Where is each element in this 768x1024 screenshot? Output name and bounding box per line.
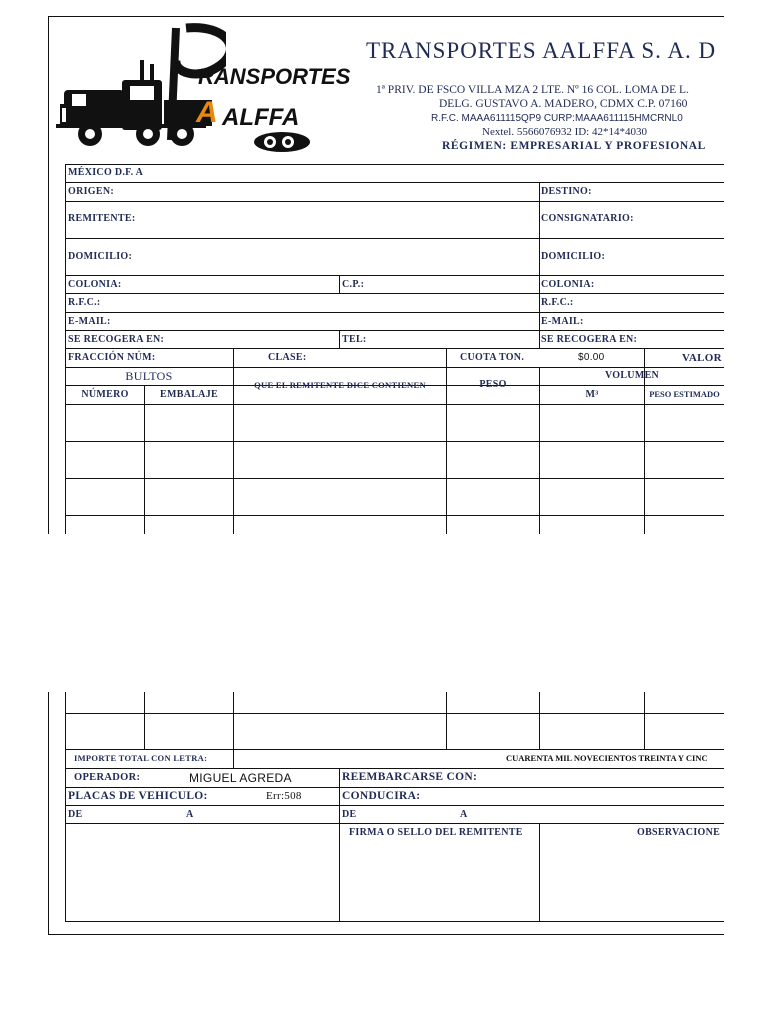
col-peso-estimado: PESO ESTIMADO: [649, 389, 720, 399]
importe-value[interactable]: CUARENTA MIL NOVECIENTOS TREINTA Y CINC: [506, 753, 708, 763]
form-line: [65, 787, 724, 788]
form-vline: [339, 330, 340, 348]
form-line: [65, 312, 724, 313]
form-vline: [339, 768, 340, 922]
wheels-emblem-icon: [252, 130, 312, 154]
company-title: TRANSPORTES AALFFA S. A. D: [366, 38, 717, 63]
col-volumen: VOLUMEN: [604, 370, 660, 381]
company-ids: R.F.C. MAAA611115QP9 CURP:MAAA611115HMCRNL0: [431, 113, 683, 124]
firma-remitente[interactable]: FIRMA O SELLO DEL REMITENTE: [349, 827, 523, 838]
form-line: [65, 404, 724, 405]
operador-value[interactable]: MIGUEL AGREDA: [189, 771, 292, 785]
a-left[interactable]: A: [186, 809, 194, 820]
form-line: [65, 348, 724, 349]
form-vline: [539, 692, 540, 750]
form-vline: [539, 823, 540, 922]
form-line: [65, 478, 724, 479]
field-destino[interactable]: DESTINO:: [541, 186, 592, 197]
frame-bottom: [48, 934, 724, 935]
operador-label: OPERADOR:: [74, 772, 141, 783]
form-line: [65, 182, 724, 183]
form-vline: [233, 692, 234, 769]
form-line: [65, 768, 724, 769]
reembarcarse-label[interactable]: REEMBARCARSE CON:: [342, 771, 478, 783]
field-valor: VALOR: [682, 352, 722, 364]
field-cuota-value[interactable]: $0.00: [578, 352, 605, 363]
truck-icon: [56, 20, 226, 160]
form-line: [65, 515, 724, 516]
form-line: [65, 275, 724, 276]
field-domicilio-remitente[interactable]: DOMICILIO:: [68, 251, 133, 262]
form-vline: [144, 385, 145, 534]
field-clase[interactable]: CLASE:: [268, 352, 307, 363]
frame-left-bottom: [48, 692, 49, 935]
col-contienen: QUE EL REMITENTE DICE CONTIENEN: [254, 380, 426, 390]
field-recoger-remitente[interactable]: SE RECOGERA EN:: [68, 334, 165, 345]
form-vline: [65, 164, 66, 534]
company-nextel: Nextel. 5566076932 ID: 42*14*4030: [482, 126, 647, 138]
placas-value[interactable]: Err:508: [266, 790, 302, 802]
field-colonia-consignatario[interactable]: COLONIA:: [541, 279, 595, 290]
company-regimen: RÉGIMEN: EMPRESARIAL Y PROFESIONAL: [442, 140, 706, 152]
logo-a-emblem: A: [196, 96, 218, 129]
company-address-2: DELG. GUSTAVO A. MADERO, CDMX C.P. 07160: [439, 98, 688, 110]
conducira-label[interactable]: CONDUCIRA:: [342, 790, 421, 802]
field-cuota: CUOTA TON.: [460, 352, 525, 363]
field-remitente[interactable]: REMITENTE:: [68, 213, 136, 224]
form-line: [65, 330, 724, 331]
field-colonia-remitente[interactable]: COLONIA:: [68, 279, 122, 290]
form-line: [65, 201, 724, 202]
observaciones[interactable]: OBSERVACIONE: [637, 827, 721, 838]
field-recoger-consignatario[interactable]: SE RECOGERA EN:: [541, 334, 638, 345]
field-tel[interactable]: TEL:: [342, 334, 367, 345]
form-line: [65, 367, 724, 368]
form-line: [65, 805, 724, 806]
form-line: [65, 293, 724, 294]
form-line: [65, 238, 724, 239]
form-vline: [65, 692, 66, 922]
frame-left-top: [48, 16, 49, 534]
company-address-1: 1ª PRIV. DE FSCO VILLA MZA 2 LTE. Nº 16 COL. LOMA DE L.: [376, 84, 689, 96]
form-vline: [446, 692, 447, 750]
field-rfc-consignatario[interactable]: R.F.C.:: [541, 297, 574, 308]
frame-top: [48, 16, 724, 17]
field-email-consignatario[interactable]: E-MAIL:: [541, 316, 584, 327]
col-peso: PESO: [479, 379, 507, 390]
col-bultos: BULTOS: [125, 369, 173, 383]
form-vline: [339, 275, 340, 293]
form-vline: [233, 348, 234, 534]
de-right[interactable]: DE: [342, 809, 357, 820]
field-domicilio-consignatario[interactable]: DOMICILIO:: [541, 251, 606, 262]
form-line: [65, 441, 724, 442]
field-rfc-remitente[interactable]: R.F.C.:: [68, 297, 101, 308]
form-vline: [539, 182, 540, 349]
de-left[interactable]: DE: [68, 809, 83, 820]
form-line: [65, 749, 724, 750]
company-logo: [56, 20, 356, 160]
importe-label: IMPORTE TOTAL CON LETRA:: [74, 753, 208, 763]
a-right[interactable]: A: [460, 809, 468, 820]
col-numero: NÚMERO: [81, 389, 129, 400]
logo-text-transportes: RANSPORTES: [198, 64, 351, 89]
form-line: [65, 921, 724, 922]
form-line: [65, 164, 724, 165]
field-place-date: MÉXICO D.F. A: [68, 167, 144, 178]
field-consignatario[interactable]: CONSIGNATARIO:: [541, 213, 634, 224]
form-vline: [644, 692, 645, 750]
form-vline: [144, 692, 145, 750]
field-fraccion[interactable]: FRACCIÓN NÚM:: [68, 352, 156, 363]
placas-label: PLACAS DE VEHICULO:: [68, 790, 208, 802]
field-origen[interactable]: ORIGEN:: [68, 186, 114, 197]
col-m3: M³: [585, 389, 599, 400]
form-line: [65, 823, 724, 824]
field-cp[interactable]: C.P.:: [342, 279, 365, 290]
col-embalaje: EMBALAJE: [160, 389, 218, 400]
field-email-remitente[interactable]: E-MAIL:: [68, 316, 111, 327]
form-vline: [446, 348, 447, 534]
logo-text-alffa: ALFFA: [222, 104, 300, 131]
form-line: [65, 713, 724, 714]
